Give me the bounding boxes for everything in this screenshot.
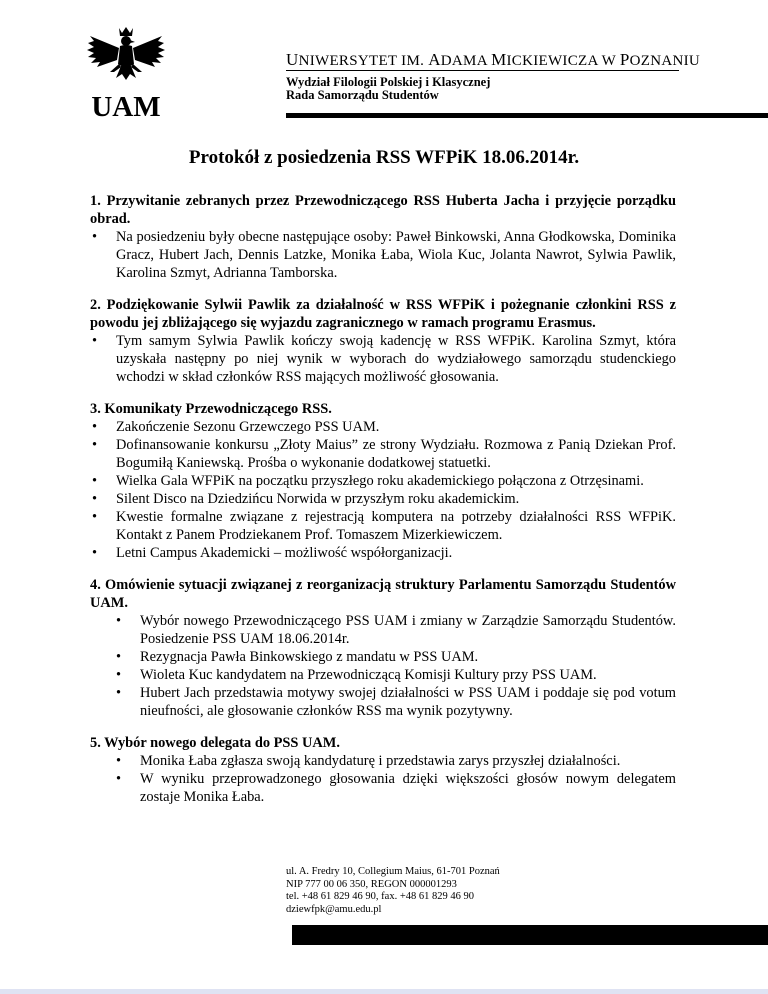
- list-item: • Hubert Jach przedstawia motywy swojej działalności w PSS UAM i poddaje się pod votum nieufności, ale głosowanie członków RSS ma wynik pozytywny.: [90, 684, 676, 720]
- bullet-list: [90, 418, 676, 562]
- ids-line: NIP 777 00 06 350, REGON 000001293: [286, 878, 457, 890]
- bullet-list: [90, 612, 676, 720]
- section-heading: 3. Komunikaty Przewodniczącego RSS.: [90, 401, 332, 417]
- section-heading: 1. Przywitanie zebranych przez Przewodniczącego RSS Huberta Jacha i przyjęcie porządku obrad.: [90, 193, 676, 227]
- list-item: • Dofinansowanie konkursu „Złoty Maius” ze strony Wydziału. Rozmowa z Panią Dziekan Prof. Bogumiłą Kaniewską. Prośba o wykonanie dodatkowej statuetki.: [90, 436, 676, 472]
- university-name: UNIWERSYTET IM. ADAMA MICKIEWICZA W POZNANIU: [286, 50, 701, 69]
- section-5: [90, 734, 676, 806]
- bullet-list: [90, 332, 676, 386]
- list-item: • Letni Campus Akademicki – możliwość współorganizacji.: [90, 544, 676, 562]
- logo-wordmark: [91, 91, 160, 120]
- list-item: • Wybór nowego Przewodniczącego PSS UAM i zmiany w Zarządzie Samorządu Studentów. Posiedzenie PSS UAM 18.06.2014r.: [90, 612, 676, 648]
- footer-address: [286, 866, 500, 916]
- document-body: [90, 192, 676, 820]
- header-divider: [286, 113, 768, 118]
- list-item: • Wioleta Kuc kandydatem na Przewodniczącą Komisji Kultury przy PSS UAM.: [90, 666, 676, 684]
- faculty-name: Wydział Filologii Polskiej i Klasycznej: [286, 75, 491, 89]
- phone-line: tel. +48 61 829 46 90, fax. +48 61 829 46 90: [286, 891, 474, 902]
- list-item: • Tym samym Sylwia Pawlik kończy swoją kadencję w RSS WFPiK. Karolina Szmyt, która uzyskała następny po niej wynik w wyborach do wydziałowego samorządu studenckiego wchodzi w skład członków RSS mających możliwość głosowania.: [90, 332, 676, 386]
- faculty-block: [286, 76, 490, 102]
- council-name: Rada Samorządu Studentów: [286, 88, 439, 102]
- section-heading: 4. Omówienie sytuacji związanej z reorganizacją struktury Parlamentu Samorządu Studentów UAM.: [90, 577, 676, 611]
- list-item: • Rezygnacja Pawła Binkowskiego z mandatu w PSS UAM.: [90, 648, 676, 666]
- list-item: • Na posiedzeniu były obecne następujące osoby: Paweł Binkowski, Anna Głodkowska, Dominika Gracz, Hubert Jach, Dennis Latzke, Monika Łaba, Wiola Kuc, Jolanta Nawrot, Sylwia Pawlik, Karolina Szmyt, Adrianna Tamborska.: [90, 228, 676, 282]
- bullet-list: [90, 752, 676, 806]
- section-2: [90, 296, 676, 386]
- section-heading: 5. Wybór nowego delegata do PSS UAM.: [90, 735, 340, 751]
- list-item: • W wyniku przeprowadzonego głosowania dzięki większości głosów nowym delegatem zostaje Monika Łaba.: [90, 770, 676, 806]
- section-4: [90, 576, 676, 720]
- footer-bar: [292, 925, 768, 945]
- list-item: • Silent Disco na Dziedzińcu Norwida w przyszłym roku akademickim.: [90, 490, 676, 508]
- svg-text:UAM: UAM: [91, 91, 161, 120]
- address-line: ul. A. Fredry 10, Collegium Maius, 61-701 Poznań: [286, 866, 500, 877]
- eagle-emblem-icon: [86, 24, 166, 120]
- list-item: • Zakończenie Sezonu Grzewczego PSS UAM.: [90, 418, 676, 436]
- list-item: • Kwestie formalne związane z rejestracją komputera na potrzeby działalności RSS WFPiK. Kontakt z Panem Prodziekanem Prof. Tomaszem Mizerkiewiczem.: [90, 508, 676, 544]
- list-item: • Monika Łaba zgłasza swoją kandydaturę i przedstawia zarys przyszłej działalności.: [90, 752, 676, 770]
- uam-logo: [86, 24, 166, 120]
- page-edge: [0, 989, 768, 994]
- section-3: [90, 400, 676, 562]
- university-underline: [286, 70, 679, 71]
- section-heading: 2. Podziękowanie Sylwii Pawlik za działalność w RSS WFPiK i pożegnanie członkini RSS z powodu jej zbliżającego się wyjazdu zagranicznego w ramach programu Erasmus.: [90, 297, 676, 331]
- section-1: [90, 192, 676, 282]
- list-item: • Wielka Gala WFPiK na początku przyszłego roku akademickiego połączona z Otrzęsinami.: [90, 472, 676, 490]
- email-line: dziewfpk@amu.edu.pl: [286, 903, 382, 915]
- document-title: Protokół z posiedzenia RSS WFPiK 18.06.2014r.: [188, 147, 580, 168]
- bullet-list: [90, 228, 676, 282]
